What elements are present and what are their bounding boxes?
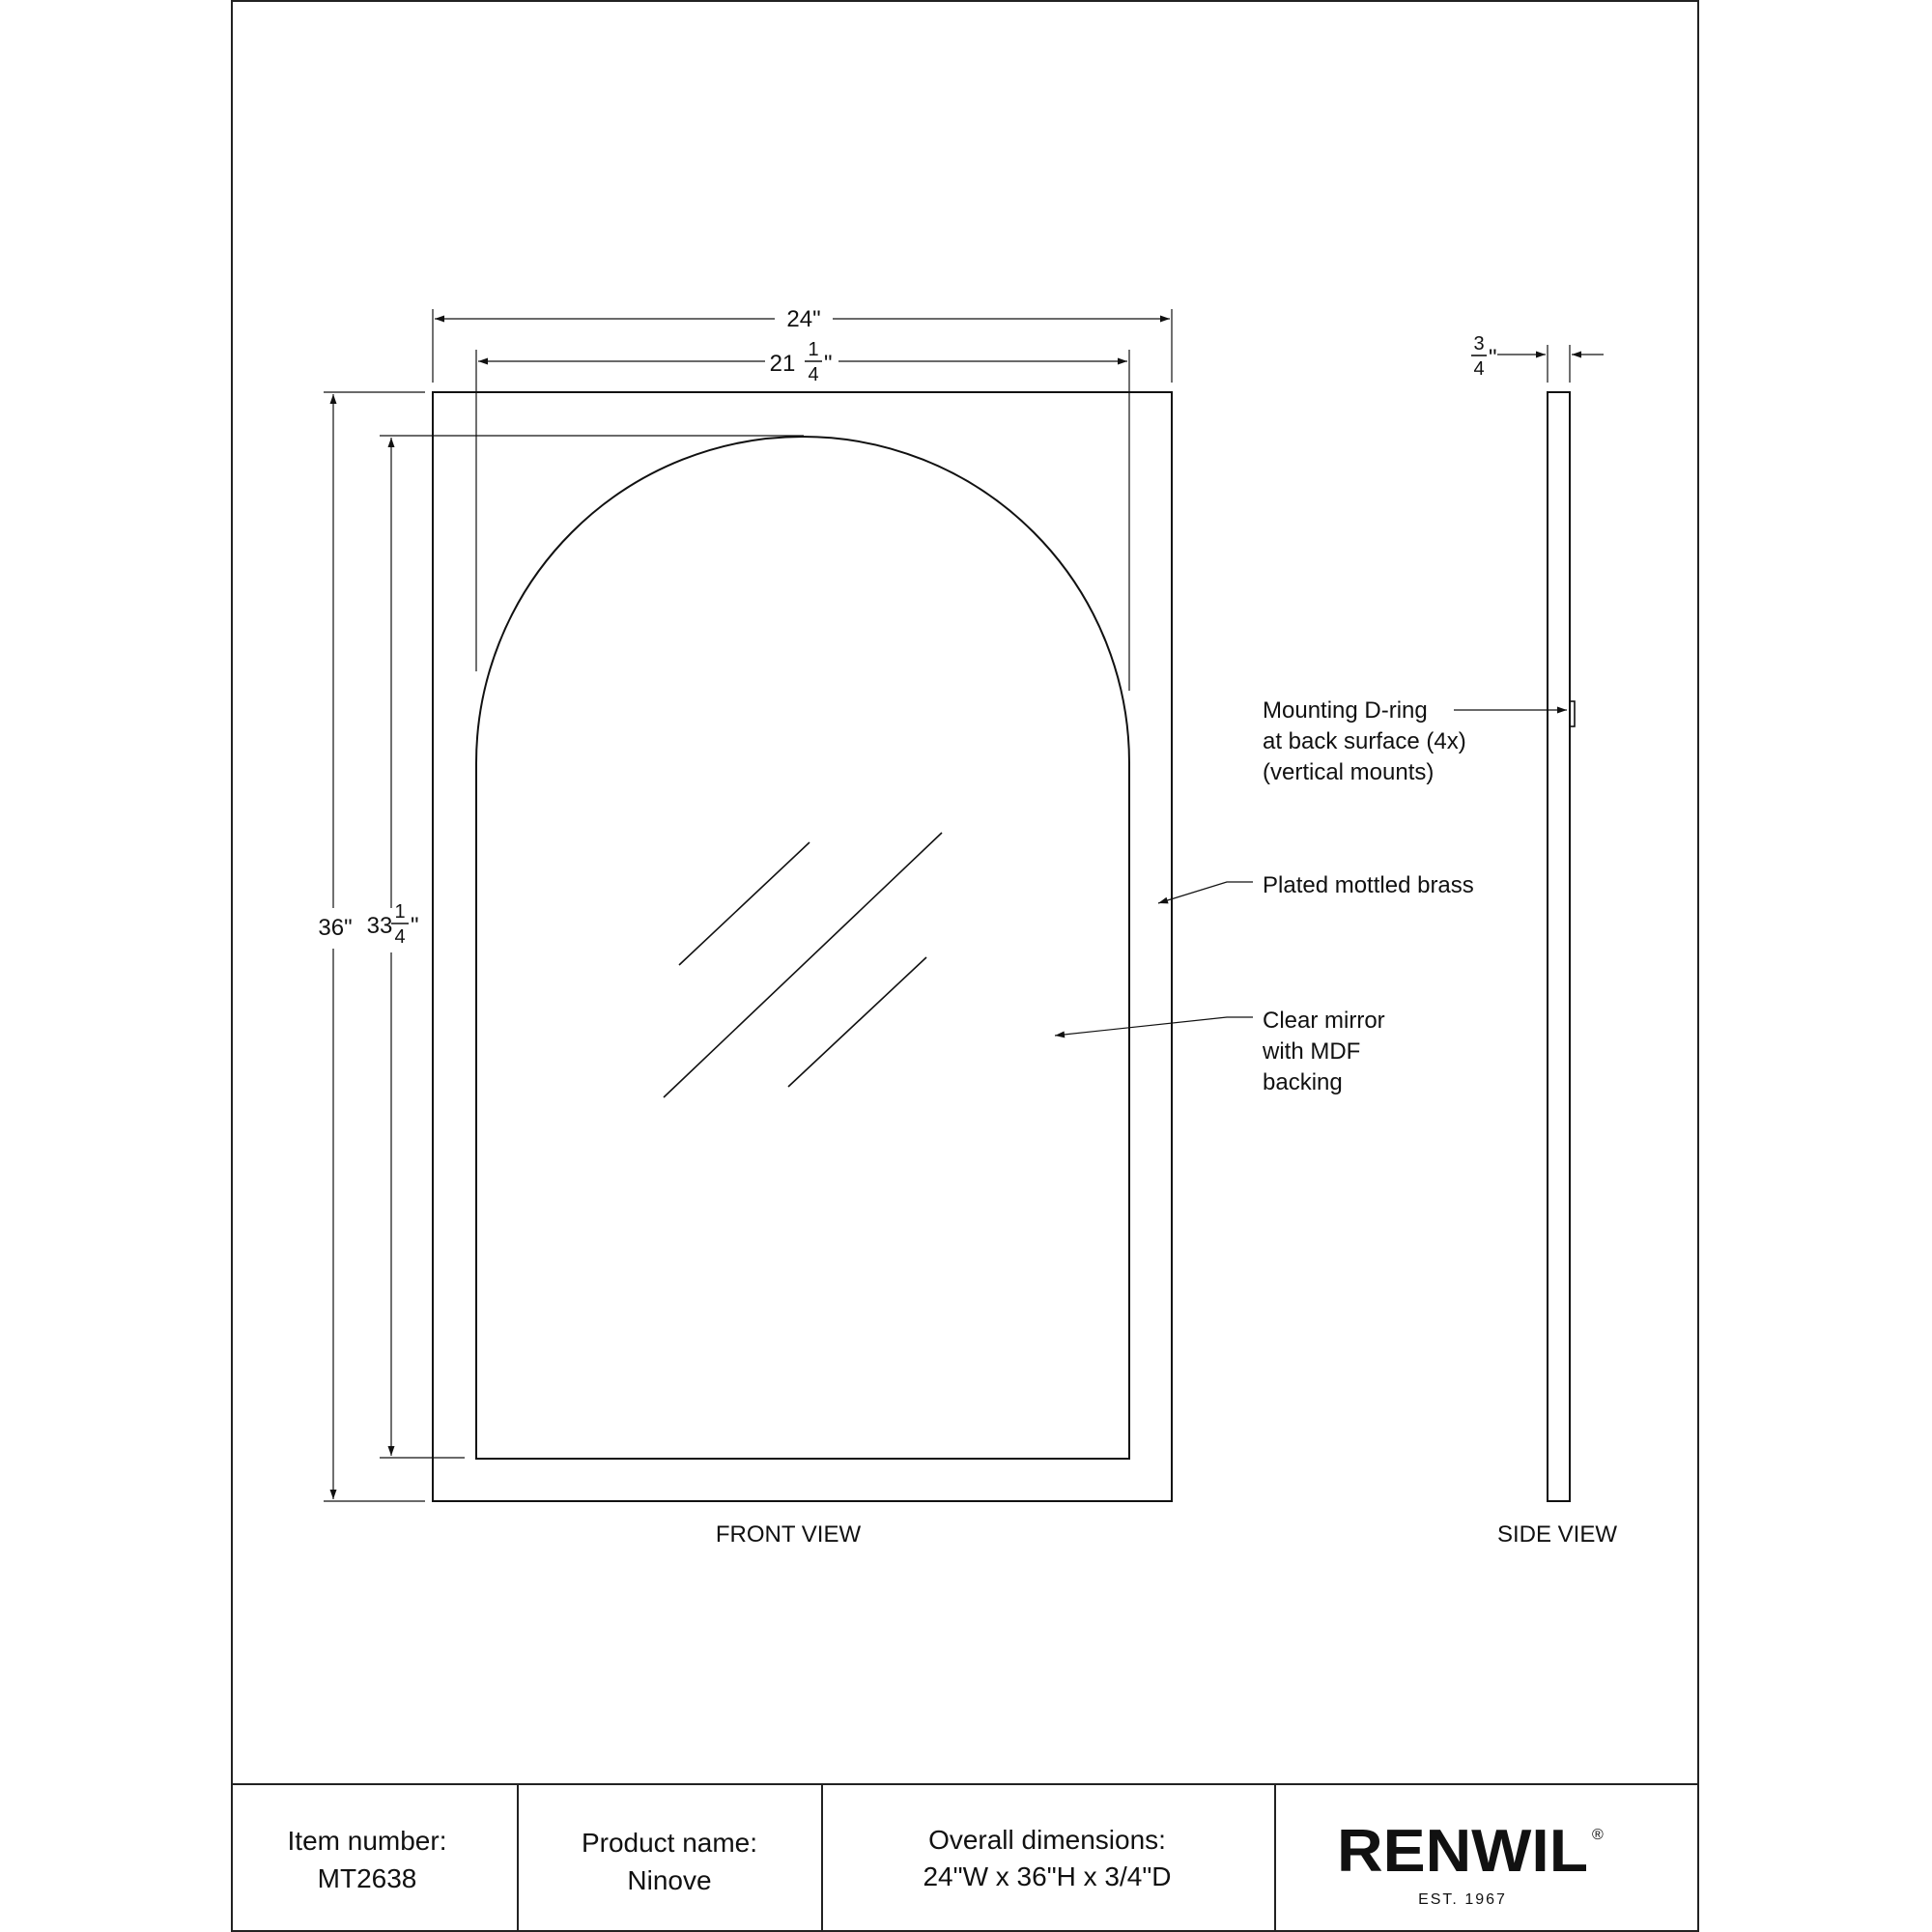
- item-number-cell: [288, 1826, 447, 1893]
- logo-established: EST. 1967: [1418, 1891, 1507, 1908]
- item-number-value: MT2638: [317, 1863, 417, 1893]
- mirror-width-inch-mark: ": [824, 351, 833, 377]
- callout-mirror: [1055, 1008, 1385, 1095]
- callout-mirror-line-2: with MDF: [1263, 1038, 1361, 1065]
- depth-inch-mark: ": [1489, 345, 1497, 371]
- side-view-label: SIDE VIEW: [1496, 1521, 1618, 1548]
- mirror-width-label: [770, 339, 833, 385]
- callout-d-ring-line-1: Mounting D-ring: [1263, 697, 1428, 724]
- mirror-height-fraction-den: 4: [394, 926, 406, 948]
- callout-frame-line-1: Plated mottled brass: [1263, 872, 1474, 898]
- frame-outline: [433, 392, 1172, 1501]
- item-number-label: Item number:: [287, 1826, 447, 1856]
- overall-dimensions-cell: [923, 1825, 1171, 1891]
- overall-width-label: 24": [786, 306, 821, 332]
- sheet-border: [232, 1, 1698, 1931]
- mirror-glare-line: [679, 842, 810, 965]
- callout-frame: [1158, 872, 1474, 903]
- mirror-height-fraction-num: 1: [394, 901, 406, 923]
- logo-registered-mark: ®: [1592, 1827, 1604, 1843]
- product-name-label: Product name:: [581, 1828, 758, 1858]
- leader-line-mirror: [1055, 1017, 1253, 1036]
- mirror-width-fraction-den: 4: [808, 364, 819, 385]
- callout-d-ring-line-2: at back surface (4x): [1263, 728, 1466, 754]
- mirror-height-whole: 33: [366, 913, 393, 939]
- callout-d-ring: [1263, 697, 1567, 785]
- depth-fraction-den: 4: [1473, 358, 1485, 380]
- front-view-label: FRONT VIEW: [715, 1521, 862, 1548]
- mirror-height-inch-mark: ": [411, 913, 419, 939]
- overall-dimensions-label: Overall dimensions:: [928, 1825, 1166, 1855]
- front-view: [318, 306, 1172, 1548]
- logo-brand: RENWIL: [1337, 1818, 1588, 1885]
- mirror-height-label: [367, 901, 419, 948]
- mirror-width-fraction-num: 1: [808, 339, 819, 360]
- callout-mirror-line-1: Clear mirror: [1263, 1008, 1385, 1034]
- overall-dimensions-value: 24"W x 36"H x 3/4"D: [923, 1861, 1172, 1891]
- renwil-logo: [1337, 1818, 1604, 1908]
- product-name-value: Ninove: [627, 1865, 712, 1895]
- title-block: [232, 1784, 1698, 1931]
- callout-mirror-line-3: backing: [1263, 1069, 1343, 1095]
- callout-d-ring-line-3: (vertical mounts): [1263, 759, 1435, 785]
- depth-label: [1471, 333, 1497, 380]
- d-ring-bracket: [1570, 701, 1575, 726]
- product-name-cell: [582, 1828, 757, 1895]
- side-view: [1471, 333, 1617, 1548]
- mirror-glare-line: [664, 833, 942, 1097]
- mirror-glare-line: [788, 957, 926, 1087]
- overall-height-label: 36": [318, 915, 353, 941]
- mirror-arch-outline: [476, 437, 1129, 1459]
- depth-fraction-num: 3: [1473, 333, 1485, 355]
- side-profile-outline: [1548, 392, 1570, 1501]
- mirror-width-whole: 21: [769, 351, 796, 377]
